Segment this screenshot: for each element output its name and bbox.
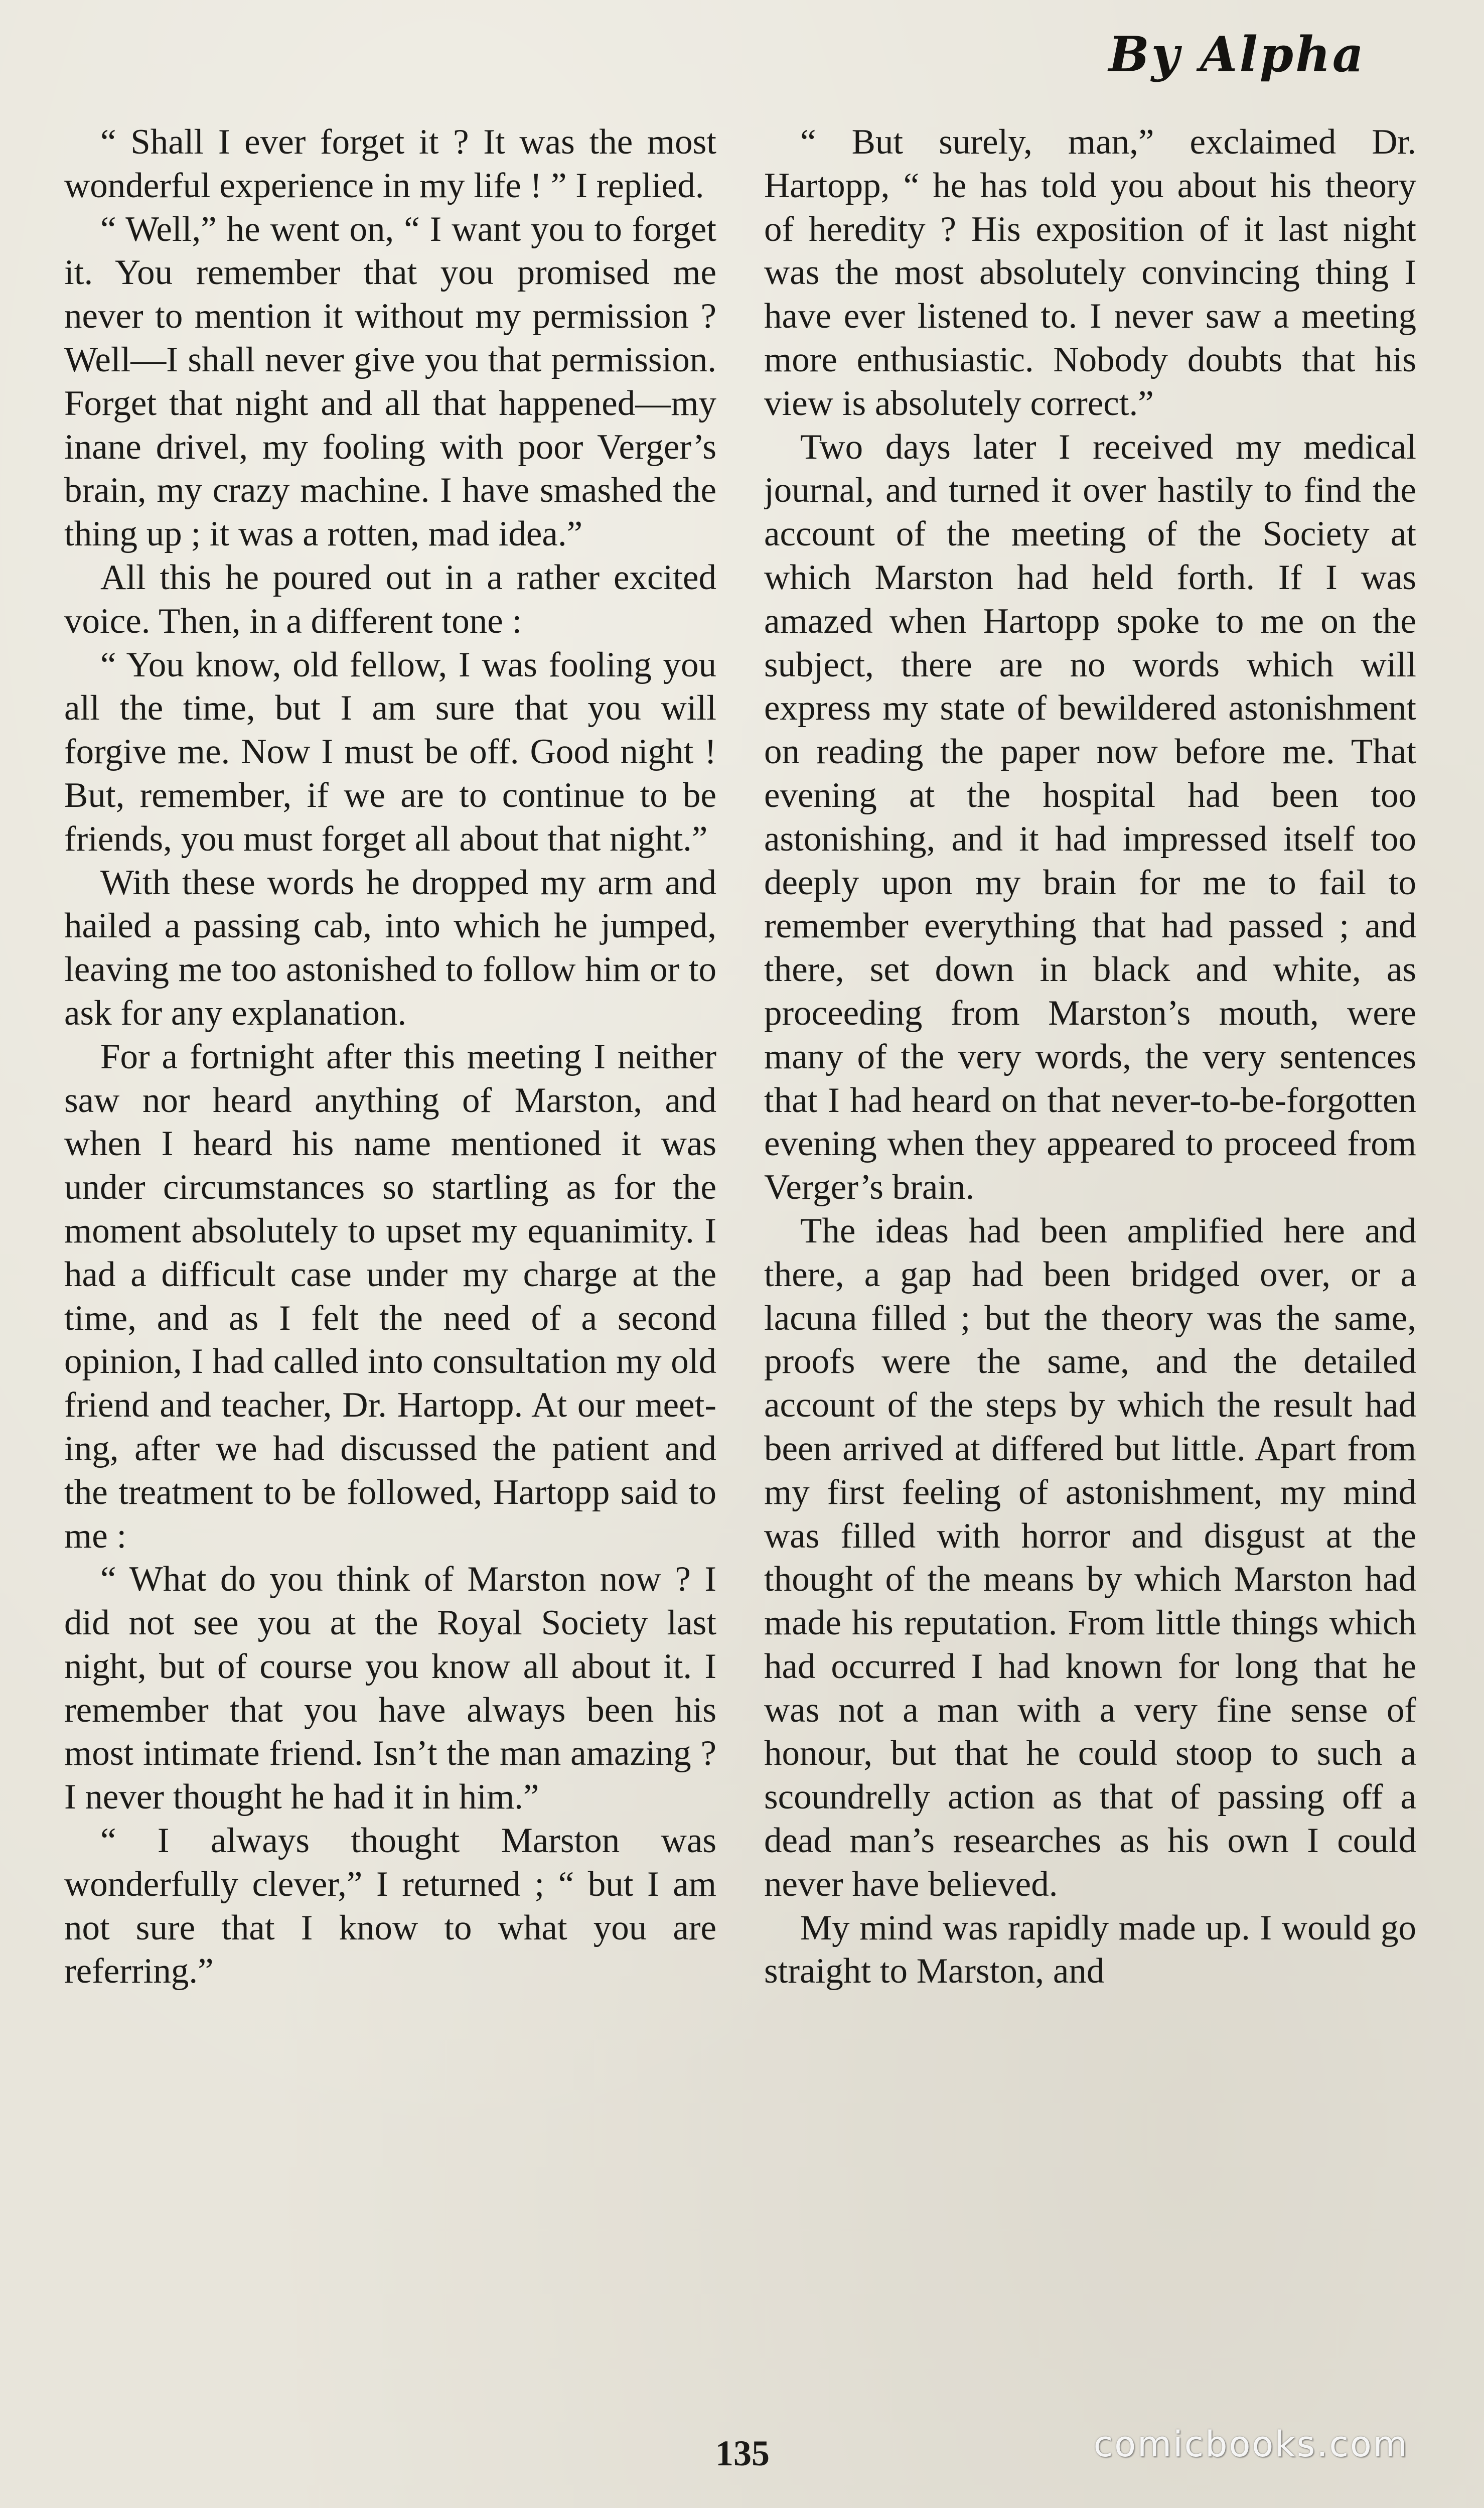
running-head-byline: By Alpha [1108,26,1366,83]
paragraph: “ What do you think of Marston now ? I did not see you at the Royal Society last night, but of course you know all about it. I remember that you have always been his most intimate friend. Isn’t the man amazing ? I never thought he had it in him.” [64,1560,716,1817]
paragraph: Two days later I received my medical journal, and turned it over hastily to find the account of the meeting of the Society at which Marston had held forth. If I was amazed when Hartopp spoke to me on the subject, there are no words which will express my state of bewildered astonishment on reading the paper now before me. That evening at the hospital had been too astonishing, and it had impressed itself too deeply upon my brain for me to fail to remember everything that had passed ; and there, set down in black and white, as proceeding from Marston’s mouth, were many of the very words, the very sentences that I had heard on that never-to-be-forgotten evening when they appeared to proceed from Verger’s brain. [764,427,1416,1207]
paragraph: All this he poured out in a rather excited voice. Then, in a different tone : [64,558,716,641]
paragraph: “ You know, old fellow, I was fooling you all the time, but I am sure that you will forgive me. Now I must be off. Good night ! But, remember, if we are to continue to be friends, you must forget all about that night.” [64,645,716,859]
text-column-left [64,120,716,2389]
text-column-right [764,120,1416,2389]
site-watermark: comicbooks.com [1093,2424,1409,2465]
paragraph: My mind was rapidly made up. I would go straight to Marston, and [764,1908,1416,1991]
paragraph: With these words he dropped my arm and hailed a passing cab, into which he jumped, leaving me too astonished to follow him or to ask for any explanation. [64,863,716,1033]
paragraph: The ideas had been amplified here and there, a gap had been bridged over, or a lacuna filled ; but the theory was the same, proofs were the same, and the detailed account of the steps by which the result had been arrived at differed but little. Apart from my first feeling of astonishment, my mind was filled with horror and disgust at the thought of the means by which Marston had made his reputation. From little things which had occurred I had known for long that he was not a man with a very fine sense of honour, but that he could stoop to such a scoundrelly action as that of passing off a dead man’s researches as his own I could never have believed. [764,1211,1416,1904]
paragraph: “ Well,” he went on, “ I want you to forget it. You remember that you promised me never to mention it without my permission ? Well—I shall never give you that permission. Forget that night and all that happened—my inane drivel, my fooling with poor Verger’s brain, my crazy machine. I have smashed the thing up ; it was a rotten, mad idea.” [64,209,716,554]
paragraph: “ I always thought Marston was wonderfully clever,” I returned ; “ but I am not sure that I know to what you are referring.” [64,1821,716,1991]
paragraph: “ Shall I ever forget it ? It was the most wonderful experience in my life ! ” I replied. [64,122,716,205]
page-number: 135 [715,2433,770,2473]
paragraph: “ But surely, man,” exclaimed Dr. Hartopp, “ he has told you about his theory of heredity ? His exposition of it last night was the most absolutely convincing thing I have ever listened to. I never saw a meeting more enthusiastic. Nobody doubts that his view is absolutely correct.” [764,122,1416,423]
paragraph: For a fortnight after this meeting I neither saw nor heard anything of Marston, and when I heard his name mentioned it was under circumstances so startling as for the moment absolutely to upset my equanimity. I had a difficult case under my charge at the time, and as I felt the need of a second opinion, I had called into consultation my old friend and teacher, Dr. Hartopp. At our meeting, after we had discussed the patient and the treatment to be followed, Hartopp said to me : [64,1037,716,1556]
